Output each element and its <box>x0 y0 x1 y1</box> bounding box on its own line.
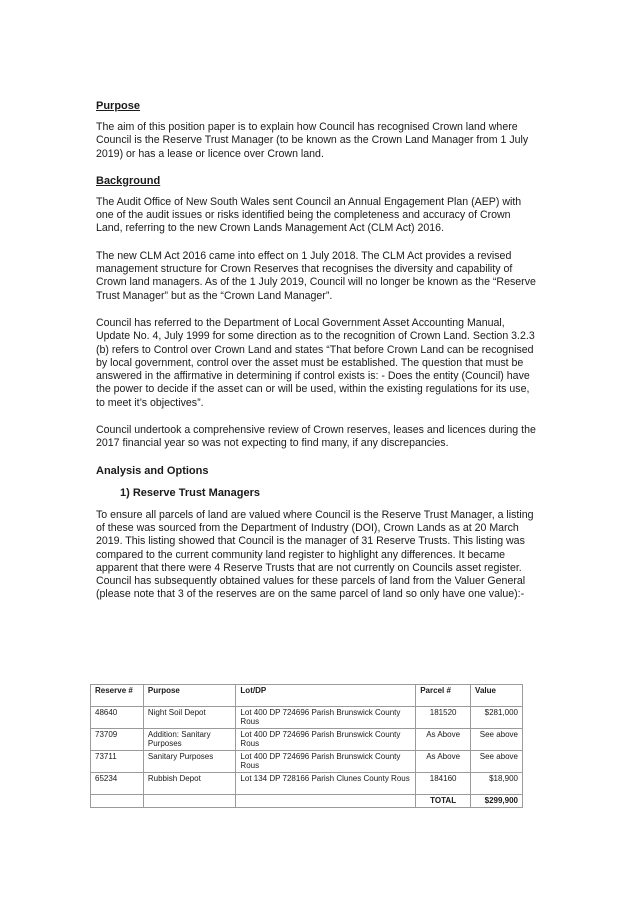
header-lot-dp: Lot/DP <box>236 685 416 707</box>
cell-reserve: 73709 <box>91 729 144 751</box>
cell-purpose: Addition: Sanitary Purposes <box>143 729 236 751</box>
header-parcel: Parcel # <box>416 685 471 707</box>
cell-value: See above <box>471 729 523 751</box>
table-row <box>91 773 523 795</box>
background-paragraph-1: The Audit Office of New South Wales sent Council an Annual Engagement Plan (AEP) with one of the audit issues or risks identified being the completeness and accuracy of Crown Land, referring to the new Crown Lands Management Act (CLM Act) 2016. <box>96 195 522 235</box>
cell-reserve: 65234 <box>91 773 144 795</box>
document-body <box>96 100 536 612</box>
reserve-trust-managers-subheading: 1) Reserve Trust Managers <box>120 486 261 499</box>
background-heading: Background <box>96 174 161 187</box>
background-paragraph-3: Council has referred to the Department of Local Government Asset Accounting Manual, Update No. 4, July 1999 for some direction as to the recognition of Crown Land. Section 3.2.3 (b) refers to Control over Crown Land and states “That before Crown Land can be recognised by local government, control over the asset must be established. The question that must be answered in the affirmative in determining if control exists is: - Does the entity (Council) have the power to decide if the asset can or will be used, within the existing regulations for its use, to meet it’s objectives”. <box>96 316 535 409</box>
cell-lot-dp: Lot 400 DP 724696 Parish Brunswick County Rous <box>236 707 416 729</box>
table-row <box>91 751 523 773</box>
cell-parcel: 181520 <box>416 707 471 729</box>
header-value: Value <box>471 685 523 707</box>
analysis-heading: Analysis and Options <box>96 464 209 477</box>
header-purpose: Purpose <box>143 685 236 707</box>
purpose-heading: Purpose <box>96 100 141 112</box>
table-row <box>91 729 523 751</box>
total-value: $299,900 <box>471 795 523 808</box>
analysis-text: To ensure all parcels of land are valued where Council is the Reserve Trust Manager, a listing of these was sourced from the Department of Industry (DOI), Crown Lands as at 20 March 2019. This listing showed that Council is the manager of 31 Reserve Trusts. This listing was compared to the current community land register to highlight any differences. It became apparent that there were 4 Reserve Trusts that are not currently on Councils asset register. Council has subsequently obtained values for these parcels of land from the Valuer General (please note that 3 of the reserves are on the same parcel of land so only have one value):- <box>96 508 534 601</box>
background-paragraph-4: Council undertook a comprehensive review of Crown reserves, leases and licences during the 2017 financial year so was not expecting to find many, if any discrepancies. <box>96 424 536 450</box>
cell-parcel: As Above <box>416 751 471 773</box>
cell-purpose: Rubbish Depot <box>143 773 236 795</box>
total-label: TOTAL <box>416 795 471 808</box>
cell-parcel: As Above <box>416 729 471 751</box>
table-header-row <box>91 685 523 707</box>
cell-value: $18,900 <box>471 773 523 795</box>
cell-lot-dp: Lot 134 DP 728166 Parish Clunes County Rous <box>236 773 416 795</box>
cell-purpose: Sanitary Purposes <box>143 751 236 773</box>
cell-purpose: Night Soil Depot <box>143 707 236 729</box>
reserve-values-table <box>90 684 523 808</box>
cell-value: $281,000 <box>471 707 523 729</box>
background-paragraph-2: The new CLM Act 2016 came into effect on 1 July 2018. The CLM Act provides a revised management structure for Crown Reserves that recognises the diversity and capability of Crown land managers. As of the 1 July 2019, Council will no longer be known as the “Reserve Trust Manager” but as the “Crown Land Manager”. <box>96 249 536 302</box>
cell-lot-dp: Lot 400 DP 724696 Parish Brunswick County Rous <box>236 729 416 751</box>
purpose-text: The aim of this position paper is to explain how Council has recognised Crown land where Council is the Reserve Trust Manager (to be known as the Crown Land Manager from 1 July 2019) or has a lease or licence over Crown land. <box>96 121 529 160</box>
table-row <box>91 707 523 729</box>
cell-reserve: 48640 <box>91 707 144 729</box>
table-total-row <box>91 795 523 808</box>
cell-parcel: 184160 <box>416 773 471 795</box>
header-reserve: Reserve # <box>91 685 144 707</box>
cell-value: See above <box>471 751 523 773</box>
cell-lot-dp: Lot 400 DP 724696 Parish Brunswick County Rous <box>236 751 416 773</box>
cell-reserve: 73711 <box>91 751 144 773</box>
